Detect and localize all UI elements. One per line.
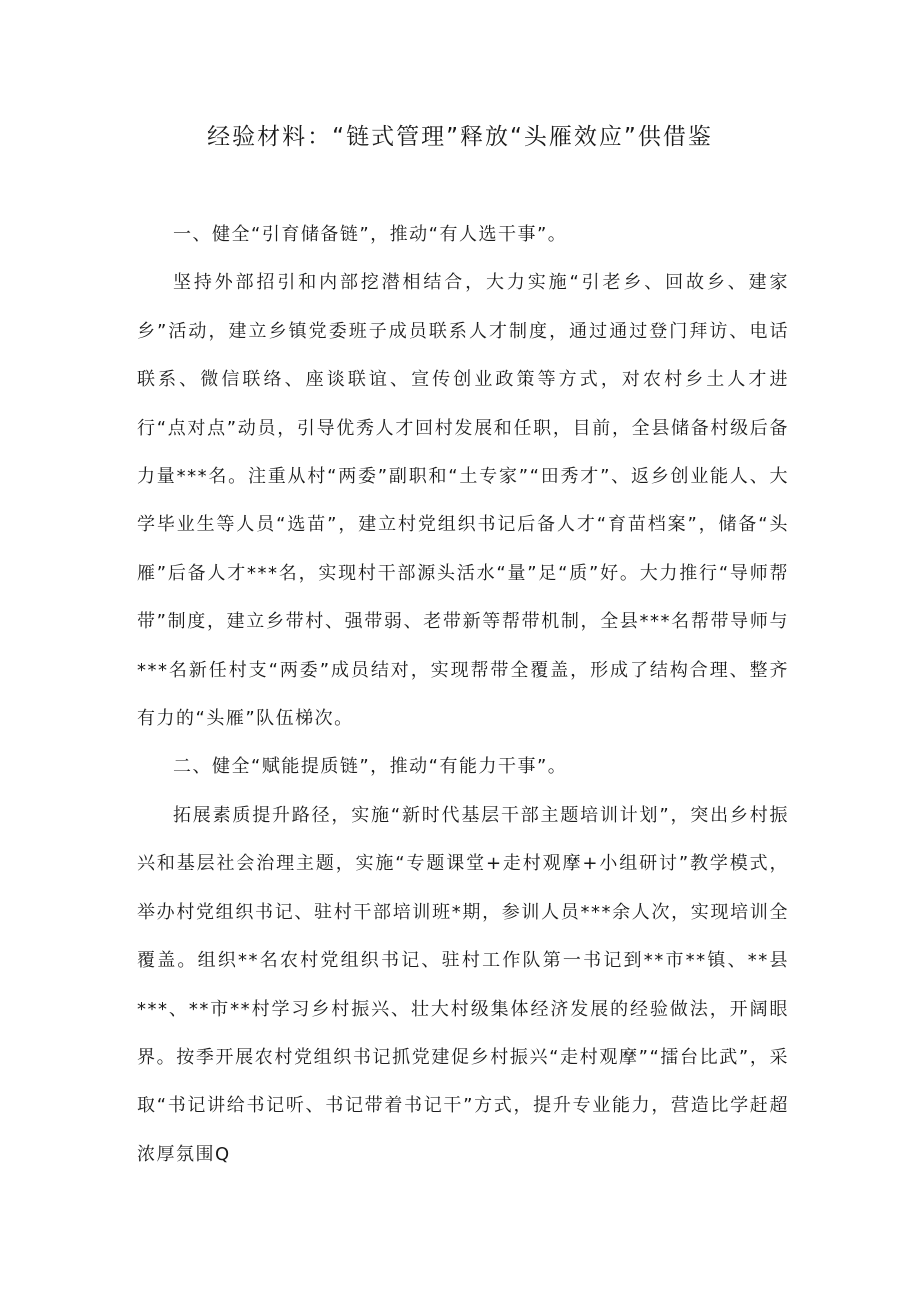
section-2-paragraph: 拓展素质提升路径，实施“新时代基层干部主题培训计划”，突出乡村振兴和基层社会治理主题，实施“专题课堂+走村观摩+小组研讨”教学模式，举办村党组织书记、驻村干部培训班*期，参训人员***余人次，实现培训全覆盖。组织**名农村党组织书记、驻村工作队第一书记到**市**镇、**县***、**市**村学习乡村振兴、壮大村级集体经济发展的经验做法，开阔眼界。按季开展农村党组织书记抓党建促乡村振兴“走村观摩”“擂台比武”，采取“书记讲给书记听、书记带着书记干”方式，提升专业能力，营造比学赶超浓厚氛围Q [137,804,789,1165]
section-1-paragraph: 坚持外部招引和内部挖潜相结合，大力实施“引老乡、回故乡、建家乡”活动，建立乡镇党委班子成员联系人才制度，通过通过登门拜访、电话联系、微信联络、座谈联谊、宣传创业政策等方式，对农村乡土人才进行“点对点”动员，引导优秀人才回村发展和任职，目前，全县储备村级后备力量***名。注重从村“两委”副职和“土专家”“田秀才”、返乡创业能人、大学毕业生等人员“选苗”，建立村党组织书记后备人才“育苗档案”，储备“头雁”后备人才***名，实现村干部源头活水“量”足“质”好。大力推行“导师帮带”制度，建立乡带村、强带弱、老带新等帮带机制，全县***名帮带导师与***名新任村支“两委”成员结对，实现帮带全覆盖，形成了结构合理、整齐有力的“头雁”队伍梯次。 [137,272,789,730]
section-2-heading: 二、健全“赋能提质链”，推动“有能力干事”。 [173,756,568,778]
section-1-heading: 一、健全“引育储备链”，推动“有人选干事”。 [173,224,568,245]
document-body [137,211,789,1179]
document-title: 经验材料：“链式管理”释放“头雁效应”供借鉴 [207,124,713,150]
